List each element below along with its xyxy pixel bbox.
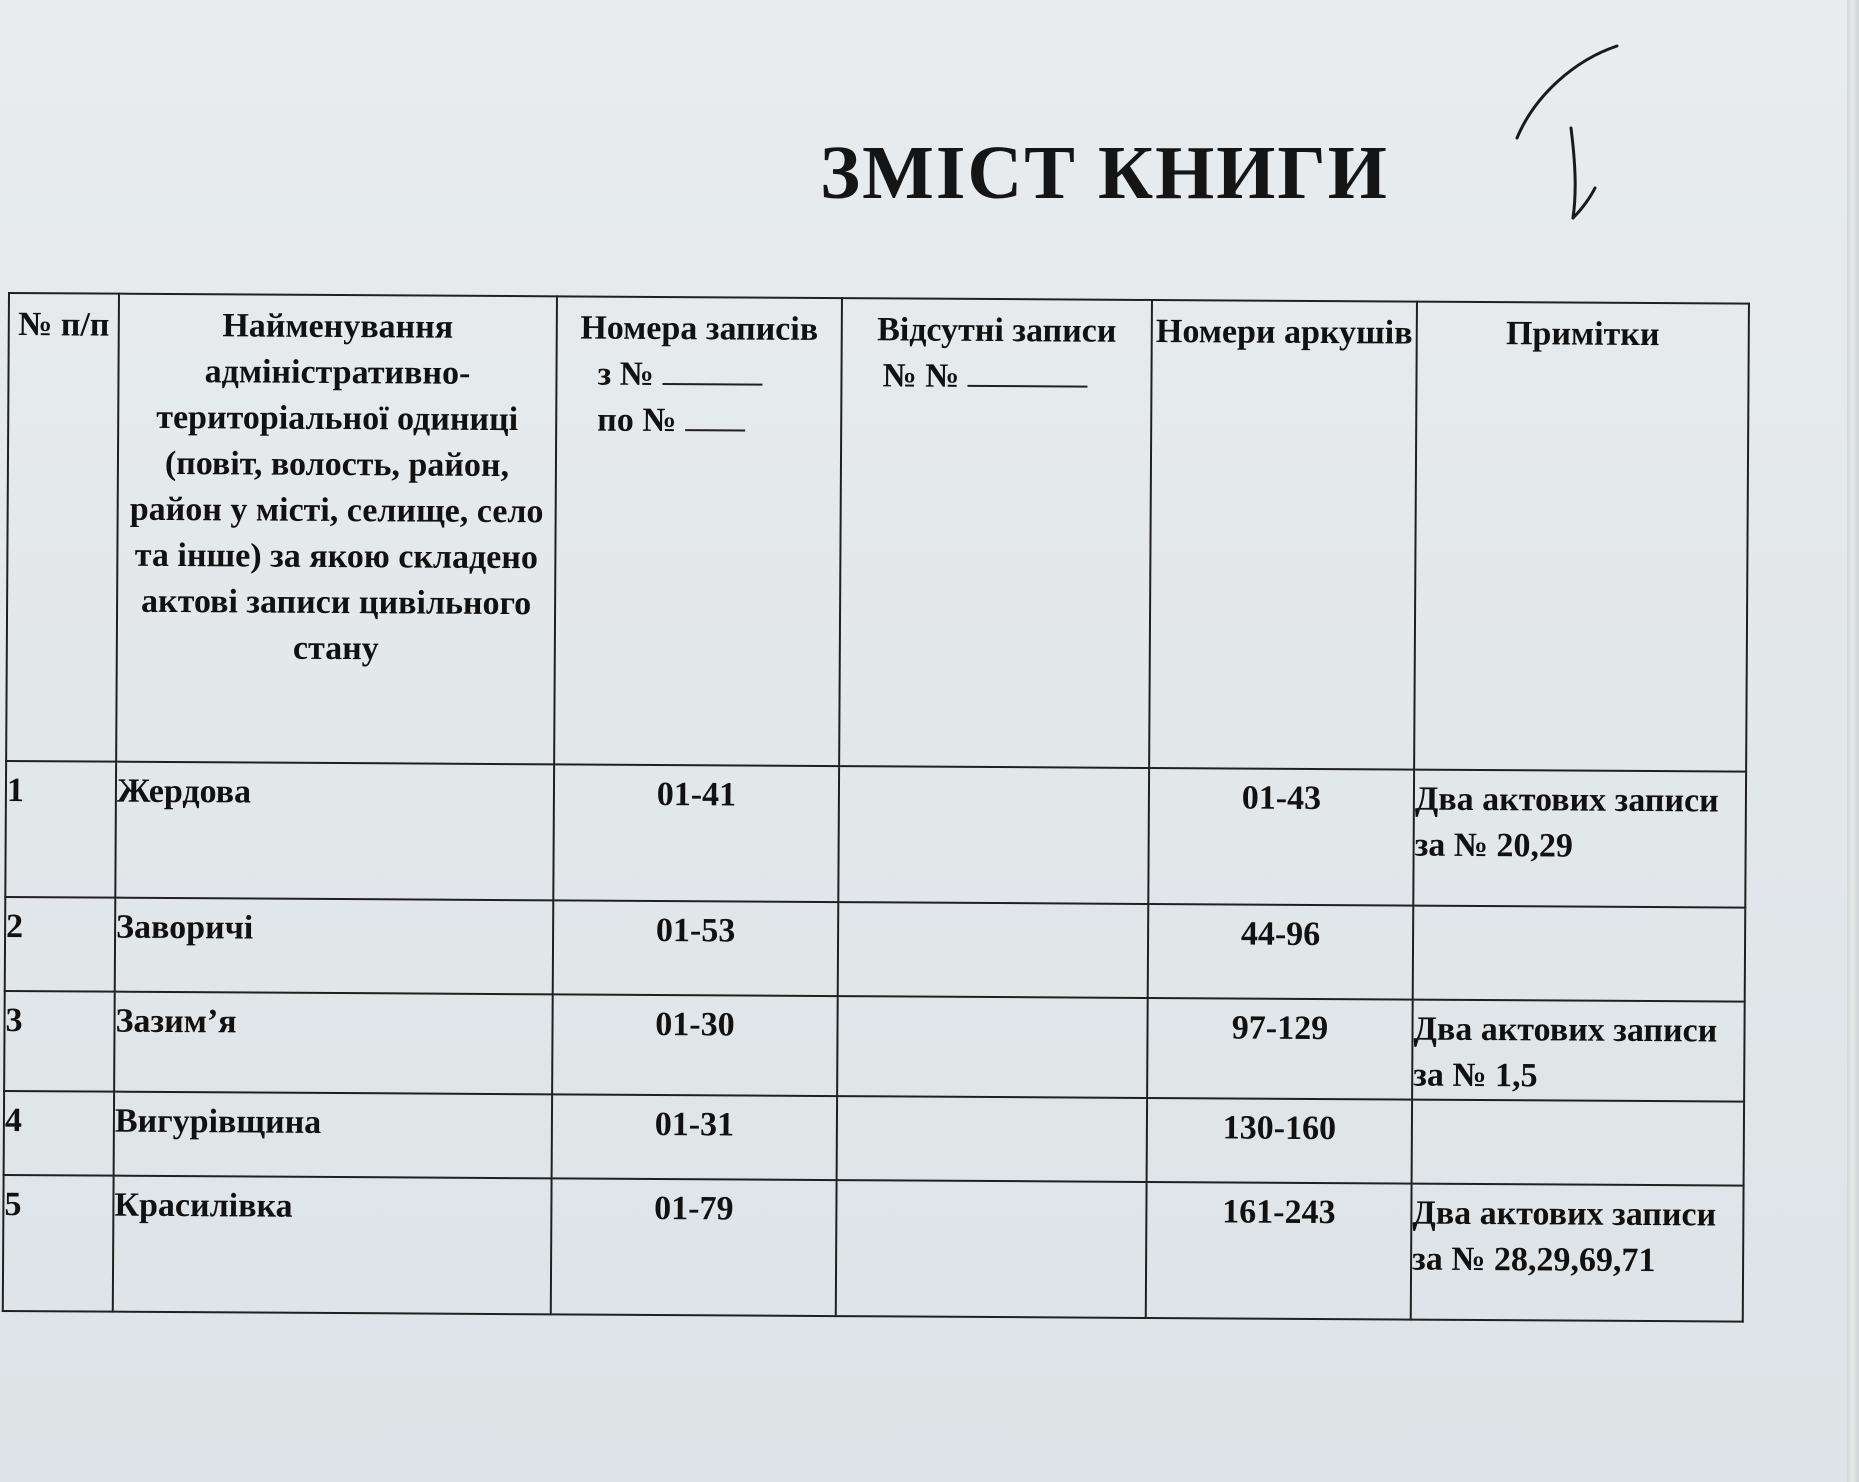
- row-missing: [838, 902, 1149, 998]
- row-name: Зазим’я: [114, 992, 553, 1095]
- header-range-title: Номера записів: [580, 309, 819, 348]
- row-notes: Два актових записи за № 28,29,69,71: [1411, 1184, 1744, 1322]
- table-row: [3, 1175, 1744, 1322]
- row-num: 2: [5, 897, 116, 992]
- row-range: 01-31: [552, 1094, 838, 1180]
- table-row: [4, 991, 1745, 1102]
- row-notes: [1412, 1100, 1745, 1186]
- page-edge: [1847, 0, 1859, 1482]
- blank-line: [662, 353, 762, 386]
- row-missing: [836, 1180, 1147, 1318]
- row-name: Красилівка: [113, 1176, 552, 1315]
- row-sheets: 01-43: [1148, 768, 1414, 906]
- row-name: Заворичі: [115, 898, 554, 995]
- row-missing: [837, 996, 1148, 1098]
- contents-table: [2, 292, 1750, 1323]
- row-range: 01-41: [553, 764, 839, 902]
- header-range: [554, 296, 842, 766]
- header-range-from: з №: [597, 355, 654, 393]
- row-name: Вигурівщина: [114, 1092, 553, 1179]
- page-title: ЗМІСТ КНИГИ: [820, 131, 1389, 215]
- row-sheets: 44-96: [1148, 904, 1414, 1000]
- row-range: 01-30: [552, 994, 838, 1096]
- header-range-to: по №: [597, 401, 677, 440]
- header-name: Найменування адміністративно-територіальної одиниці (повіт, волость, район, район у місті, селище, село та інше) за якою складено актові записи цивільного стану: [116, 294, 557, 765]
- row-sheets: 97-129: [1147, 998, 1413, 1100]
- header-sheets: Номери аркушів: [1149, 300, 1417, 770]
- header-missing: [839, 298, 1152, 768]
- header-missing-title: Відсутні записи: [877, 311, 1117, 350]
- row-sheets: 130-160: [1147, 1098, 1413, 1184]
- row-notes: Два актових записи за № 1,5: [1412, 1000, 1745, 1102]
- row-num: 3: [4, 991, 115, 1092]
- row-name: Жердова: [115, 762, 554, 901]
- row-num: 4: [4, 1091, 115, 1176]
- table-row: [5, 761, 1746, 908]
- table-row: [5, 897, 1746, 1002]
- row-missing: [838, 766, 1149, 904]
- table-header-row: [6, 293, 1749, 772]
- row-sheets: 161-243: [1146, 1182, 1412, 1320]
- row-missing: [837, 1096, 1148, 1182]
- row-notes: [1413, 906, 1746, 1002]
- blank-line: [968, 355, 1088, 388]
- row-num: 5: [3, 1175, 114, 1312]
- header-num: № п/п: [6, 293, 119, 762]
- handwritten-sheet-number: [1505, 40, 1635, 230]
- row-range: 01-79: [551, 1178, 837, 1316]
- row-range: 01-53: [553, 900, 839, 996]
- row-notes: Два актових записи за № 20,29: [1413, 770, 1746, 908]
- header-missing-nums: № №: [882, 357, 960, 395]
- blank-line: [685, 399, 745, 431]
- header-notes: Примітки: [1414, 302, 1749, 772]
- table-row: [4, 1091, 1744, 1186]
- row-num: 1: [5, 761, 116, 898]
